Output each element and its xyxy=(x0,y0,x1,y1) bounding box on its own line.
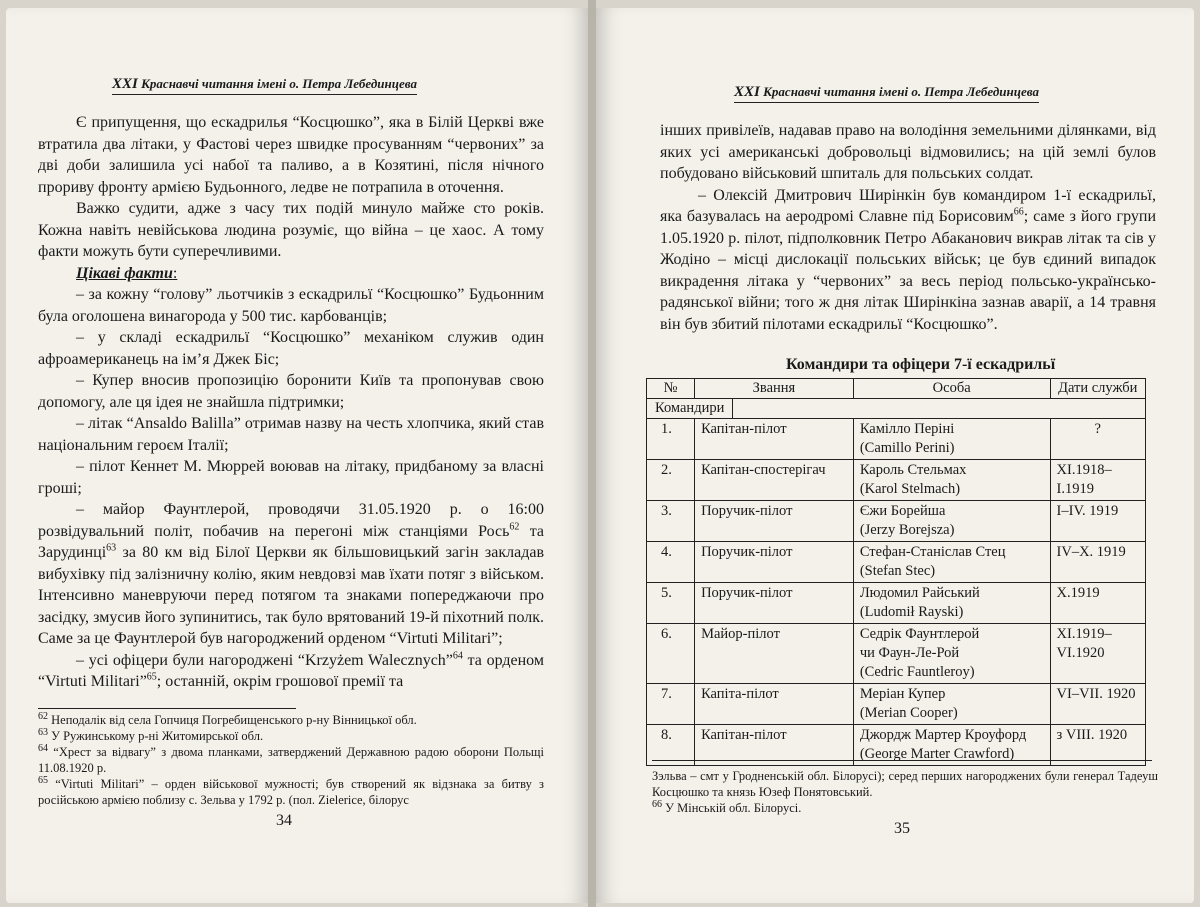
fact-text: та Зарудинці xyxy=(38,522,544,561)
table-header-row xyxy=(647,379,1146,399)
right-running-head xyxy=(734,84,1039,103)
paragraph xyxy=(660,185,1156,336)
row-rank: Поручик-пілот xyxy=(695,501,854,542)
row-rank: Капітан-пілот xyxy=(695,419,854,460)
running-head-title: Краснавчі читання імені о. Петра Лебединцева xyxy=(141,76,417,91)
row-rank: Поручик-пілот xyxy=(695,583,854,624)
left-page-number: 34 xyxy=(276,812,292,829)
row-dates: X.1919 xyxy=(1050,583,1145,624)
footnote-ref: 63 xyxy=(106,542,117,554)
row-number: 2. xyxy=(647,460,695,501)
person-name: Єжи Борейша xyxy=(859,503,946,519)
fact-item: – літак “Ansaldo Balilla” отримав назву на честь хлопчика, який став національним героєм Італії; xyxy=(38,415,544,454)
paragraph: Є припущення, що ескадрилья “Косцюшко”, яка в Білій Церкві вже втратила два літаки, у Фастові через швидке просуванням “червоних” за дві доби залишила усі набої та паливо, а в Козятині, після нічного прориву фронту армією Будьонного, ледве не потрапила в оточення. xyxy=(38,114,544,196)
person-name: Стефан-Станіслав Стец xyxy=(859,544,1006,560)
right-page-number: 35 xyxy=(894,820,910,837)
dates-line: XI.1919– xyxy=(1056,626,1112,642)
row-person xyxy=(853,542,1050,583)
person-name-latin: (George Marter Crawford) xyxy=(859,746,1015,762)
fact-text: ; останній, окрім грошової премії та xyxy=(156,673,404,690)
table-row xyxy=(647,501,1146,542)
paragraph-text: ; саме з його групи 1.05.1920 р. пілот, підполковник Петро Абаканович викрав літак та сів у Жодіно – місці дислокації польських військ; це був єдиний випадок викрадення літака у “червоних” за весь період польсько-українсько-радянської війни; того ж дня літак Ширінкіна зазнав аварії, а 14 травня він був збитий пілотами ескадрильї “Косцюшко”. xyxy=(660,208,1157,333)
subheader-commanders: Командири xyxy=(647,399,733,418)
footnote-text: Неподалік від села Гопчиця Погребищенського р-ну Вінницької обл. xyxy=(48,713,417,727)
fact-text: – усі офіцери були нагороджені “Krzyżem Walecznych” xyxy=(76,651,453,669)
row-number: 7. xyxy=(647,684,695,725)
person-name: Джордж Мартер Кроуфорд xyxy=(859,727,1027,743)
header-rank: Звання xyxy=(695,379,854,399)
header-number: № xyxy=(647,379,695,399)
left-footnotes xyxy=(38,712,544,808)
fact-item xyxy=(38,499,544,650)
row-dates: IV–X. 1919 xyxy=(1050,542,1145,583)
row-rank: Капітан-пілот xyxy=(695,725,854,766)
table-row xyxy=(647,624,1146,684)
table-title: Командири та офіцери 7-ї ескадрильї xyxy=(786,356,1056,373)
person-name-latin: (Jerzy Borejsza) xyxy=(859,522,955,538)
row-number: 1. xyxy=(647,419,695,460)
fact-text: та орденом “Virtuti Militari” xyxy=(38,651,544,690)
table-row xyxy=(647,460,1146,501)
footnote-divider xyxy=(652,760,1152,761)
subheader-cell xyxy=(647,399,1146,419)
row-dates xyxy=(1050,460,1145,501)
running-head-number: XXI xyxy=(734,84,760,100)
row-number: 3. xyxy=(647,501,695,542)
fact-text: – майор Фаунтлерой, проводячи 31.05.1920 р. о 16:00 розвідувальний політ, побачив на перегоні між станціями Рось xyxy=(38,501,544,540)
person-name-latin: (Cedric Fauntleroy) xyxy=(859,664,975,680)
right-footnotes xyxy=(652,768,1158,816)
footnote-text: “Хрест за відвагу” з двома планками, затверджений Державною радою оборони Польщі 11.08.1920 р. xyxy=(38,745,544,775)
row-dates: I–IV. 1919 xyxy=(1050,501,1145,542)
footnote-number: 64 xyxy=(38,742,48,754)
fact-text: за 80 км від Білої Церкви як більшовицький загін закладав вибухівку під залізничну колію, яким невдовзі мав їхати потяг з військом. Інтенсивно маневруючи перед потягом та знаками попереджаючи про засідку, змусив його зупинитись, так було врятований 19-й піхотний полк. Саме за це Фаунтлерой був нагороджений орденом “Virtuti Militari”; xyxy=(38,544,544,647)
footnote-continuation: Зэльва – смт у Гродненській обл. Білорусі); серед перших нагороджених були генерал Тадеуш Косцюшко та князь Юзеф Понятовський. xyxy=(652,769,1158,799)
person-name-latin: (Merian Cooper) xyxy=(859,705,958,721)
row-rank: Капітан-спостерігач xyxy=(695,460,854,501)
paragraph: Важко судити, адже з часу тих подій минуло майже сто років. Кожна навіть невійськова людина розуміє, що війна – це хаос. А тому факти можуть бути суперечливими. xyxy=(38,200,544,260)
row-person xyxy=(853,583,1050,624)
person-name: Седрік Фаунтлерой xyxy=(859,626,980,642)
table-row xyxy=(647,419,1146,460)
person-name: Меріан Купер xyxy=(859,686,946,702)
dates-line: VI.1920 xyxy=(1056,645,1105,661)
left-body-text xyxy=(38,112,544,693)
row-person xyxy=(853,460,1050,501)
running-head-number: XXI xyxy=(112,76,138,92)
person-name: Камілло Періні xyxy=(859,421,955,437)
table-row xyxy=(647,684,1146,725)
person-name: Кароль Стельмах xyxy=(859,462,967,478)
row-dates: з VIII. 1920 xyxy=(1050,725,1145,766)
person-name-latin: (Ludomił Rayski) xyxy=(859,604,964,620)
row-person xyxy=(853,501,1050,542)
footnote xyxy=(38,776,544,808)
row-rank: Капіта-пілот xyxy=(695,684,854,725)
person-name: Людомил Райський xyxy=(859,585,980,601)
footnote-ref: 65 xyxy=(146,671,157,683)
fact-item: – у складі ескадрильї “Косцюшко” механіком служив один афроамериканець на ім’я Джек Біс; xyxy=(38,329,544,368)
header-person: Особа xyxy=(853,379,1050,399)
footnote-ref: 64 xyxy=(452,650,463,662)
row-dates: ? xyxy=(1050,419,1145,460)
footnote-number: 62 xyxy=(38,710,48,722)
person-name-alt: чи Фаун-Ле-Рой xyxy=(859,645,960,661)
facts-heading xyxy=(38,263,544,285)
footnote-text: У Мінській обл. Білорусі. xyxy=(662,801,802,815)
running-head-title: Краснавчі читання імені о. Петра Лебединцева xyxy=(763,84,1039,99)
row-dates xyxy=(1050,624,1145,684)
dates-line: XI.1918– xyxy=(1056,462,1112,478)
row-number: 8. xyxy=(647,725,695,766)
footnote-ref: 62 xyxy=(509,521,520,533)
fact-item: – Купер вносив пропозицію боронити Київ та пропонував свою допомогу, але ця ідея не знайшла підтримки; xyxy=(38,372,544,411)
paragraph-text: – Олексій Дмитрович Ширінкін був командиром 1-ї ескадрильї, яка базувалась на аеродромі Славне під Борисовим xyxy=(660,186,1156,225)
table-row xyxy=(647,542,1146,583)
footnote-ref: 66 xyxy=(1013,206,1024,218)
fact-item xyxy=(38,650,544,693)
footnote xyxy=(652,800,1158,816)
table-row xyxy=(647,583,1146,624)
person-name-latin: (Stefan Stec) xyxy=(859,563,936,579)
fact-item: – пілот Кеннет М. Мюррей воював на літаку, придбаному за власні гроші; xyxy=(38,458,544,497)
dates-line: I.1919 xyxy=(1056,481,1094,497)
footnote-divider xyxy=(38,708,296,709)
footnote xyxy=(38,744,544,776)
footnote xyxy=(38,712,544,728)
facts-heading-text: Цікаві факти xyxy=(76,264,173,282)
table-subheader-row xyxy=(647,399,1146,419)
row-rank: Майор-пілот xyxy=(695,624,854,684)
book-gutter xyxy=(588,0,596,907)
left-running-head xyxy=(112,76,417,95)
row-dates: VI–VII. 1920 xyxy=(1050,684,1145,725)
row-number: 4. xyxy=(647,542,695,583)
footnote-number: 65 xyxy=(38,774,48,786)
row-person xyxy=(853,624,1050,684)
person-name-latin: (Karol Stelmach) xyxy=(859,481,961,497)
footnote xyxy=(38,728,544,744)
footnote-number: 66 xyxy=(652,798,662,810)
officers-table xyxy=(646,378,1146,766)
paragraph: інших привілеїв, надавав право на володіння земельними ділянками, від яких усі американські добровольці відмовились; на цій землі булов побудовано військовий шпиталь для польських солдат. xyxy=(660,122,1156,182)
right-body-text xyxy=(660,120,1156,335)
fact-item: – за кожну “голову” льотчиків з ескадрильї “Косцюшко” Будьонним була оголошена винагорода у 500 тис. карбованців; xyxy=(38,286,544,325)
header-dates: Дати служби xyxy=(1050,379,1145,399)
footnote-number: 63 xyxy=(38,726,48,738)
row-rank: Поручик-пілот xyxy=(695,542,854,583)
row-number: 6. xyxy=(647,624,695,684)
facts-heading-colon: : xyxy=(172,264,178,282)
row-person xyxy=(853,419,1050,460)
row-person xyxy=(853,684,1050,725)
person-name-latin: (Camillo Perini) xyxy=(859,440,955,456)
footnote-text: “Virtuti Militari” – орден військової мужності; був створений як відзнака за битву з російською армією поблизу с. Зельва у 1792 р. (пол. Zielerice, білорус xyxy=(38,777,544,807)
footnote-text: У Ружинському р-ні Житомирської обл. xyxy=(48,729,264,743)
row-number: 5. xyxy=(647,583,695,624)
